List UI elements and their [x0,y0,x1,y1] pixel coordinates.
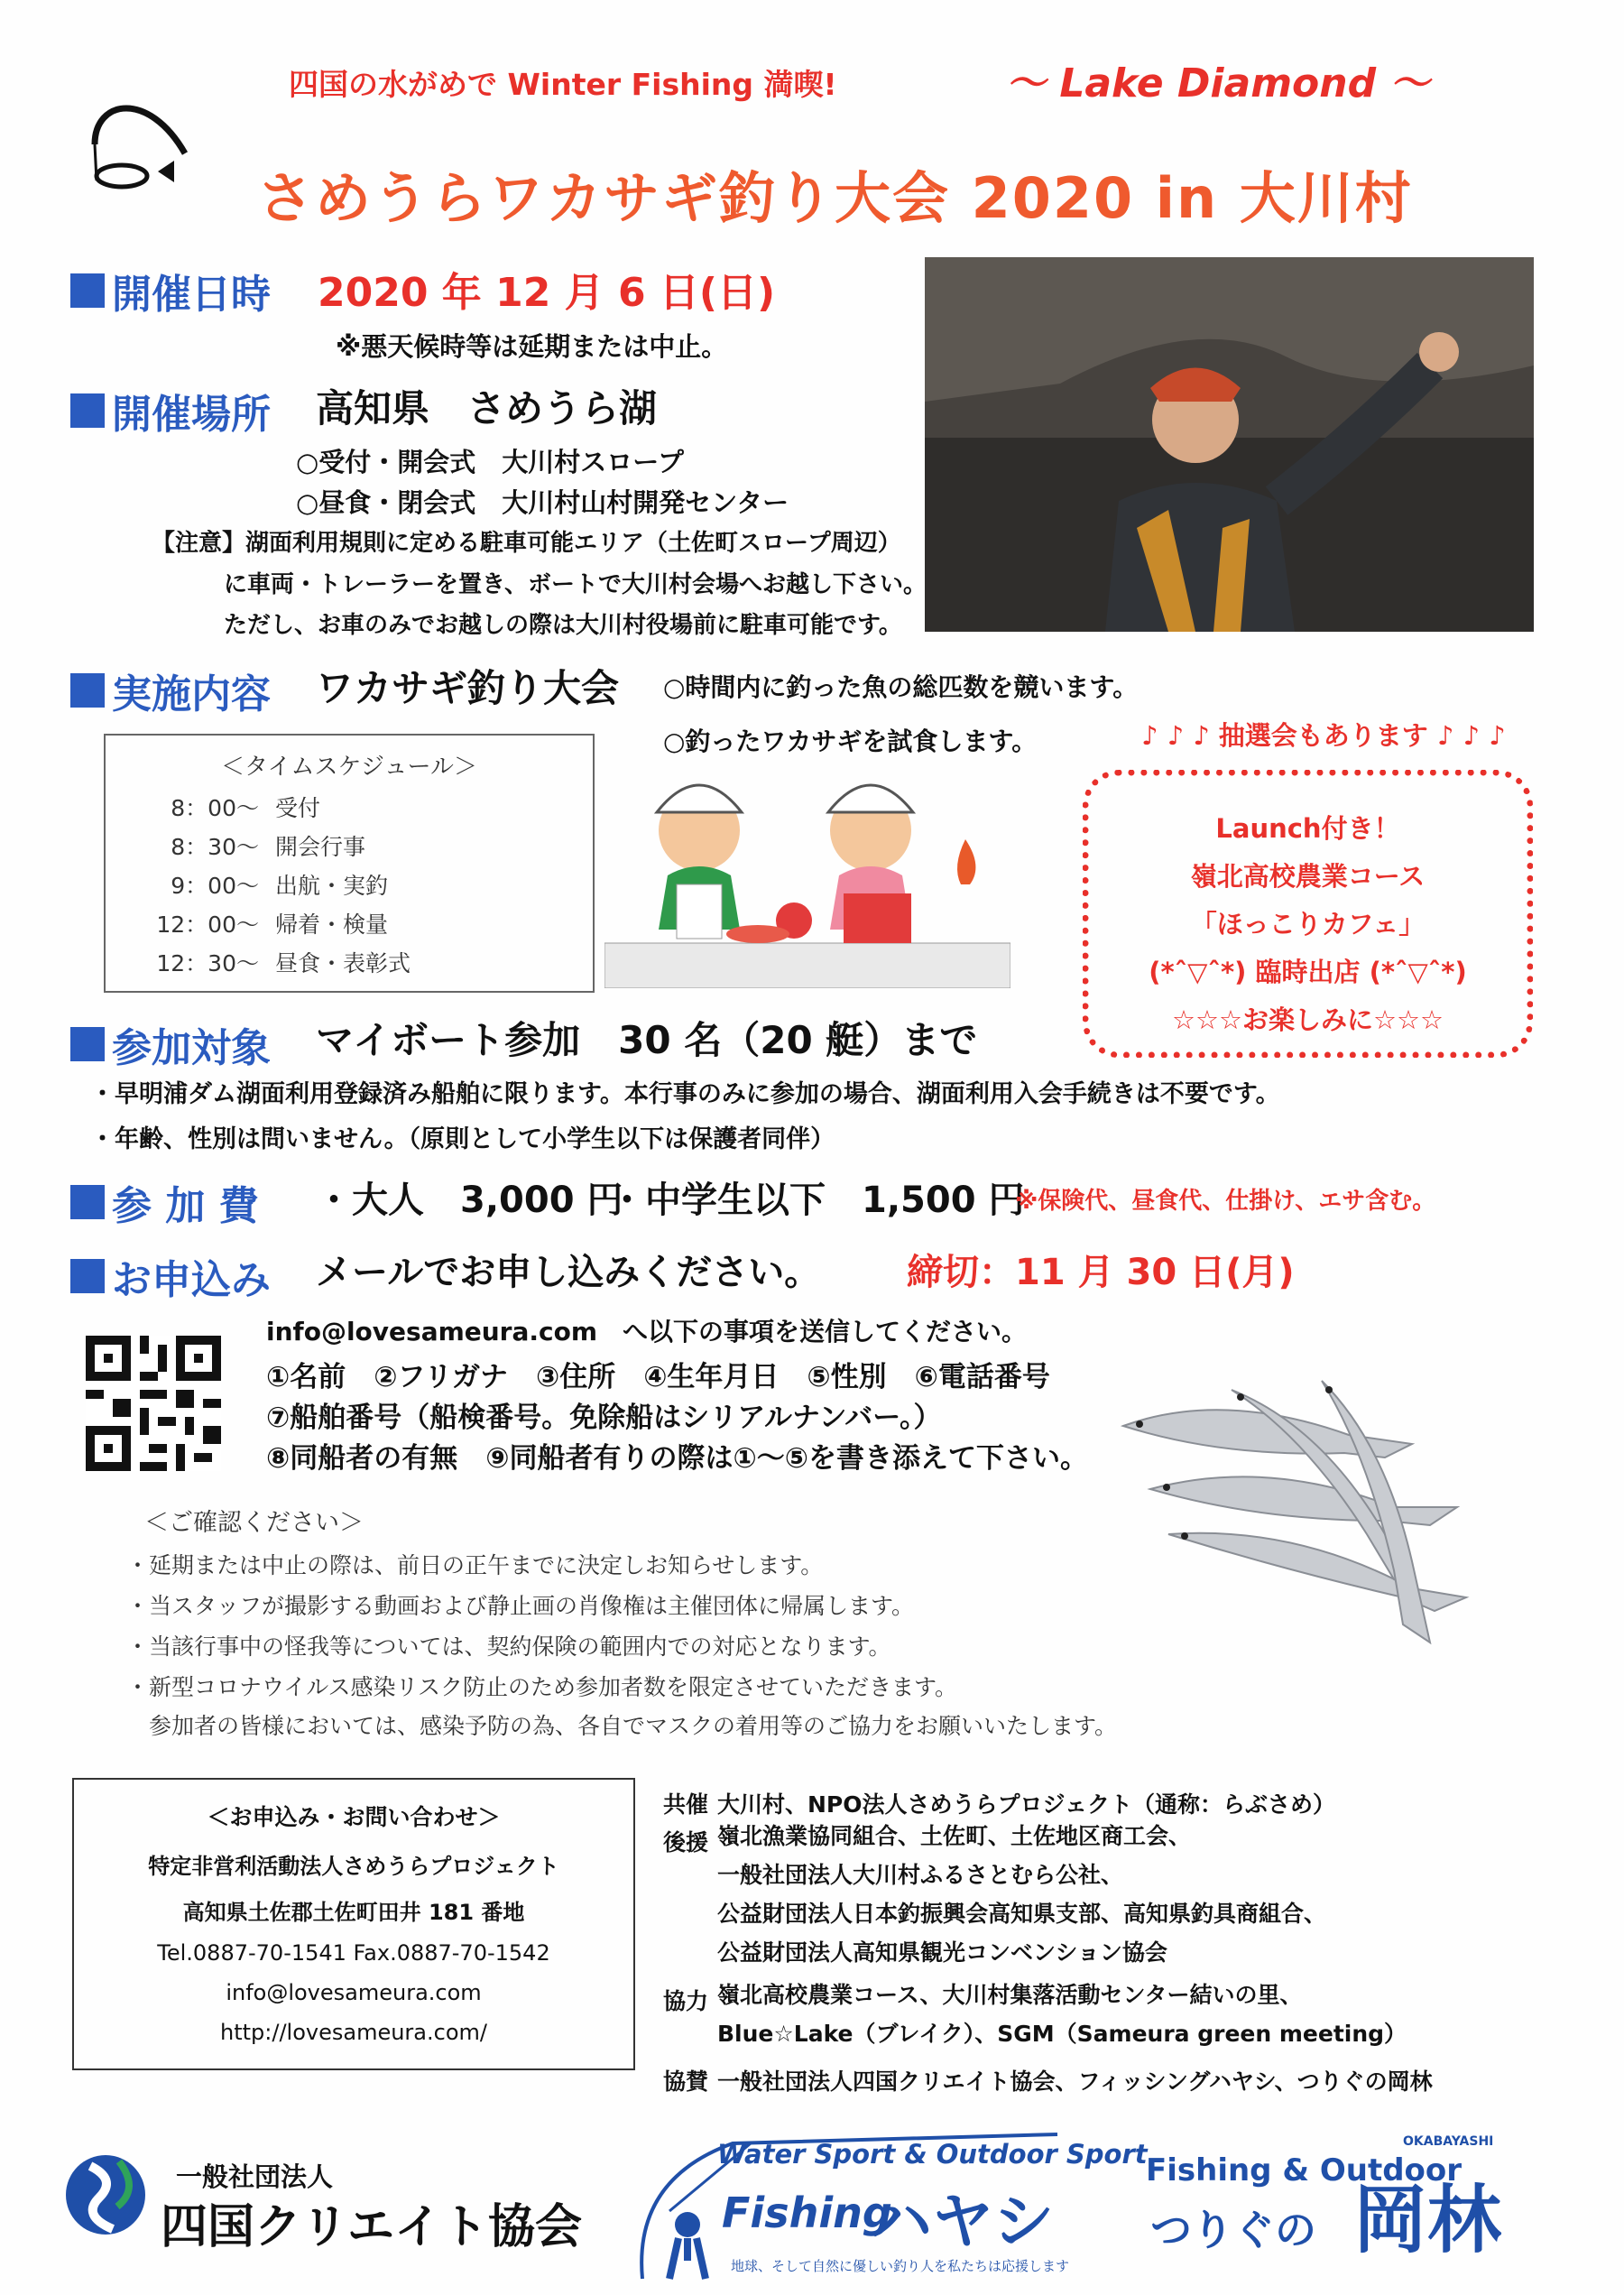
hayashi-name: ハヤシ [871,2187,1055,2258]
content-point-2: ○釣ったワカサギを試食します。 [663,726,1038,756]
date-label: 開催日時 [70,262,271,319]
contact-org: 特定非営利活動法人さめうらプロジェクト [148,1854,559,1879]
schedule-row: 12：30～ 昼食・表彰式 [156,949,411,976]
confirm-item-1: ・延期または中止の際は、前日の正午までに決定しお知らせします。 [126,1552,824,1578]
sponsor-koen: 後援 嶺北漁業協同組合、土佐町、土佐地区商工会、 一般社団法人大川村ふるさとむら公社、 公益財団法人日本釣振興会高知県支部、高知県釣具商組合、 公益財団法人高知県観光コンベンション協会 [663,1823,1327,1966]
fee-junior: ・中学生以下 1,500 円 [609,1180,1025,1221]
target-value: マイボート参加 30 名（20 艇）まで [316,1018,978,1062]
target-note-2: ・年齢、性別は問いません。（原則として小学生以下は保護者同伴） [90,1125,835,1153]
confirm-title: ＜ご確認ください＞ [144,1509,364,1537]
apply-value: メールでお申し込みください。 [316,1252,821,1293]
fishing-logo-icon [86,90,194,190]
cafe-line-3: 「ほっこりカフェ」 [1190,909,1426,939]
fee-label: 参 加 費 [70,1173,259,1231]
apply-item-2: ⑦船舶番号（船検番号。免除船はシリアルナンバー。） [266,1402,942,1434]
cafe-line-2: 嶺北高校農業コース [1190,861,1426,892]
lottery-note: ♪ ♪ ♪ 抽選会もあります ♪ ♪ ♪ [1141,720,1506,751]
shikoku-create-logo-icon [63,2152,149,2238]
hayashi-fishing: Fishing [722,2189,892,2237]
okabayashi-name-2: 岡林 [1353,2178,1502,2263]
content-label: 実施内容 [70,662,271,719]
confirm-item-5: 参加者の皆様においては、感染予防の為、各自でマスクの着用等のご協力をお願いいたします。 [126,1713,1118,1739]
shikoku-create-name: 四国クリエイト協会 [161,2200,582,2254]
schedule-box [104,734,595,993]
apply-item-3: ⑧同船者の有無 ⑨同船者有りの際は①～⑤を書き添えて下さい。 [266,1442,1088,1475]
sponsor-kyoryoku: 協力 嶺北高校農業コース、大川村集落活動センター結いの里、 Blue☆Lake（ブレイク）、SGM（Sameura green meeting） [663,1982,1407,2047]
cooking-children-illustration [604,758,1010,988]
cafe-box [1083,770,1533,1058]
cafe-line-1: Launch付き！ [1215,813,1400,844]
fee-adult: ・大人 3,000 円 [316,1180,623,1221]
venue-label: 開催場所 [70,382,271,440]
venue-value: 高知県 さめうら湖 [316,386,658,430]
contact-phone: Tel.0887-70-1541 Fax.0887-70-1542 [157,1940,550,1966]
hayashi-top: Water Sport & Outdoor Sport [717,2139,1148,2170]
apply-label: お申込み [70,1247,271,1305]
content-point-1: ○時間内に釣った魚の総匹数を競います。 [663,672,1139,702]
fee-note: ※保険代、昼食代、仕掛け、エサ含む。 [1015,1188,1436,1215]
target-note-1: ・早明浦ダム湖面利用登録済み船舶に限ります。本行事のみに参加の場合、湖面利用入会手続きは不要です。 [90,1080,1280,1108]
venue-note-2: に車両・トレーラーを置き、ボートで大川村会場へお越し下さい。 [224,571,927,598]
okabayashi-small: OKABAYASHI [1403,2134,1494,2149]
schedule-row: 12：00～ 帰着・検量 [156,911,389,938]
shikoku-create-small: 一般社団法人 [176,2161,334,2192]
schedule-row: 8：00～ 受付 [171,794,321,821]
schedule-title: ＜タイムスケジュール＞ [221,754,477,781]
header-tagline: 四国の水がめで Winter Fishing 満喫! [289,67,837,102]
okabayashi-name-1: つりぐの [1150,2206,1316,2254]
apply-deadline: 締切：11 月 30 日(月) [907,1252,1295,1293]
qr-code [86,1336,221,1471]
apply-email-line: info@lovesameura.com へ以下の事項を送信してください。 [266,1317,1028,1346]
cafe-line-5: ☆☆☆お楽しみに☆☆☆ [1172,1004,1444,1035]
venue-note-1: 【注意】湖面利用規則に定める駐車可能エリア（土佐町スロープ周辺） [152,530,901,557]
hayashi-slogan: 地球、そして自然に優しい釣り人を私たちは応援します [731,2258,1070,2274]
content-value: ワカサギ釣り大会 [316,666,620,710]
apply-item-1: ①名前 ②フリガナ ③住所 ④生年月日 ⑤性別 ⑥電話番号 [266,1361,1050,1393]
venue-note-3: ただし、お車のみでお越しの際は大川村役場前に駐車可能です。 [224,612,902,639]
lake-diamond-title: ～ Lake Diamond ～ [1006,60,1430,106]
confirm-item-2: ・当スタッフが撮影する動画および静止画の肖像権は主催団体に帰属します。 [126,1593,915,1619]
okabayashi-top: Fishing & Outdoor [1146,2152,1463,2189]
contact-email: info@lovesameura.com [226,1980,482,2005]
contact-title: ＜お申込み・お問い合わせ＞ [207,1804,501,1830]
cafe-line-4: (*ˆ▽ˆ*) 臨時出店 (*ˆ▽ˆ*) [1149,957,1467,987]
schedule-row: 8：30～ 開会行事 [171,833,366,860]
wakasagi-fish-illustration [1114,1372,1511,1692]
confirm-item-3: ・当該行事中の怪我等については、契約保険の範囲内での対応となります。 [126,1633,891,1660]
contact-box [72,1778,635,2070]
sponsor-kyosan: 協賛 一般社団法人四国クリエイト協会、フィッシングハヤシ、つりぐの岡林 [663,2068,1433,2095]
date-note: ※悪天候時等は延期または中止。 [336,331,728,362]
target-label: 参加対象 [70,1015,271,1073]
venue-item-2: ○昼食・閉会式 大川村山村開発センター [296,487,789,518]
schedule-row: 9：00～ 出航・実釣 [171,872,389,899]
contact-url: http://lovesameura.com/ [220,2020,487,2045]
event-date: 2020 年 12 月 6 日(日) [318,270,776,316]
sponsor-kyosai: 共催 大川村、NPO法人さめうらプロジェクト（通称：らぶさめ） [663,1791,1336,1818]
event-title: さめうらワカサギ釣り大会 2020 in 大川村 [257,165,1413,231]
angler-photo [925,257,1534,632]
venue-item-1: ○受付・開会式 大川村スロープ [296,447,684,477]
confirm-item-4: ・新型コロナウイルス感染リスク防止のため参加者数を限定させていただきます。 [126,1674,958,1700]
contact-address: 高知県土佐郡土佐町田井 181 番地 [182,1900,525,1925]
